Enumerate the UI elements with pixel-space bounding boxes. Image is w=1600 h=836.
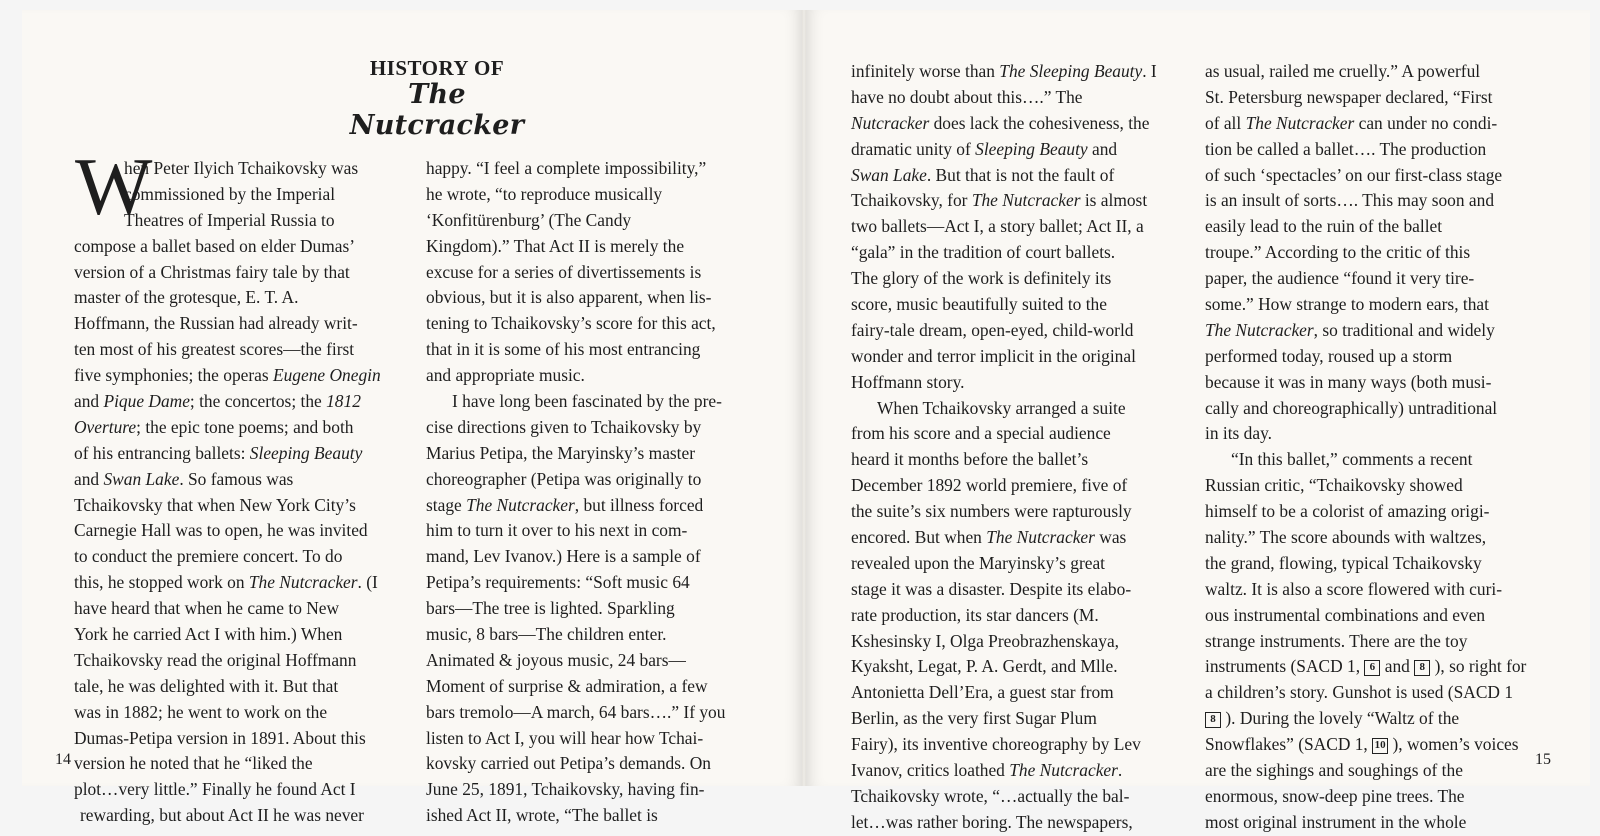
text-line: enormous, snow-deep pine trees. The <box>1205 785 1465 806</box>
text-line: dramatic unity of Sleeping Beauty and <box>851 138 1118 159</box>
text-line: hen Peter Ilyich Tchaikovsky was <box>124 158 359 178</box>
title-line-1: HISTORY OF <box>369 56 505 80</box>
text-line: Swan Lake. But that is not the fault of <box>851 164 1115 185</box>
track-number-badge: 10 <box>1372 738 1388 754</box>
text-line: Marius Petipa, the Maryinsky’s master <box>426 442 696 463</box>
text-line: Hoffmann, the Russian had already writ- <box>74 313 358 334</box>
text-line: fairy-tale dream, open-eyed, child-world <box>851 319 1134 340</box>
text-line: was in 1882; he went to work on the <box>74 701 328 722</box>
text-line: have no doubt about this….” The <box>851 86 1083 107</box>
text-line: some.” How strange to modern ears, that <box>1205 294 1489 315</box>
text-line: Tchaikovsky that when New York City’s <box>74 494 356 515</box>
text-line: tion be called a ballet…. The production <box>1205 138 1487 159</box>
text-line: plot…very little.” Finally he found Act I <box>74 779 356 800</box>
text-line: Snowflakes” (SACD 1, 10 ), women’s voices <box>1205 734 1519 755</box>
text-line: and Pique Dame; the concertos; the 1812 <box>74 391 361 412</box>
text-line: mand, Lev Ivanov.) Here is a sample of <box>426 546 701 567</box>
text-line: and appropriate music. <box>426 365 585 386</box>
text-line: December 1892 world premiere, five of <box>851 475 1128 496</box>
right-column-1 <box>851 59 1157 836</box>
text-line: two ballets—Act I, a story ballet; Act II, a <box>851 216 1144 237</box>
text-line: choreographer (Petipa was originally to <box>426 468 702 489</box>
text-line: rewarding, but about Act II he was never <box>80 805 364 826</box>
text-line: ished Act II, wrote, “The ballet is <box>426 805 658 826</box>
text-line: ‘Konfitürenburg’ (The Candy <box>426 209 632 230</box>
text-line: excuse for a series of divertissements is <box>426 261 702 282</box>
text-line: that in it is some of his most entrancing <box>426 339 701 360</box>
text-line: wonder and terror implicit in the original <box>851 345 1136 366</box>
text-line: is an insult of sorts…. This may soon and <box>1205 190 1495 211</box>
text-line: score, music beautifully suited to the <box>851 294 1107 315</box>
text-line: music, 8 bars—The children enter. <box>426 624 667 645</box>
text-line: because it was in many ways (both musi- <box>1205 371 1492 392</box>
title-line-2: The Nutcracker <box>349 79 525 141</box>
text-line: paper, the audience “found it very tire- <box>1205 268 1475 289</box>
text-line: of his entrancing ballets: Sleeping Beauty <box>74 442 363 463</box>
text-line: revealed upon the Maryinsky’s great <box>851 552 1106 573</box>
page-number-left: 14 <box>55 751 71 768</box>
text-line: ous instrumental combinations and even <box>1205 604 1486 625</box>
text-line: most original instrument in the whole <box>1205 811 1467 832</box>
text-line: Berlin, as the very first Sugar Plum <box>851 708 1097 729</box>
text-line: Moment of surprise & admiration, a few <box>426 675 708 696</box>
track-number-badge: 8 <box>1205 712 1221 728</box>
text-line: easily lead to the ruin of the ballet <box>1205 216 1443 237</box>
text-line: bars tremolo—A march, 64 bars….” If you <box>426 701 726 722</box>
text-line: strange instruments. There are the toy <box>1205 630 1468 651</box>
text-line: this, he stopped work on The Nutcracker. (I <box>74 572 378 593</box>
text-line: commissioned by the Imperial <box>124 183 336 204</box>
text-line: as usual, railed me cruelly.” A powerful <box>1205 61 1481 81</box>
text-line: Animated & joyous music, 24 bars— <box>426 649 686 670</box>
text-line: are the sighings and soughings of the <box>1205 760 1463 781</box>
text-line: a children’s story. Gunshot is used (SACD 1 <box>1205 682 1514 703</box>
text-line: of such ‘spectacles’ on our first-class stage <box>1205 164 1503 185</box>
text-line: the suite’s six numbers were rapturously <box>851 501 1132 522</box>
page-number-right: 15 <box>1535 751 1551 768</box>
text-line: listen to Act I, you will hear how Tchai- <box>426 727 704 748</box>
text-line: St. Petersburg newspaper declared, “First <box>1205 86 1493 107</box>
text-line: nality.” The score abounds with waltzes, <box>1205 527 1487 548</box>
text-line: Nutcracker does lack the cohesiveness, the <box>851 112 1150 133</box>
text-line: him to turn it over to his next in com- <box>426 520 688 541</box>
text-line: kovsky carried out Petipa’s demands. On <box>426 753 711 774</box>
drop-cap: W <box>75 141 153 232</box>
track-number-badge: 6 <box>1364 660 1380 676</box>
text-line: version he noted that he “liked the <box>74 753 313 774</box>
text-line: Fairy), its inventive choreography by Lev <box>851 734 1141 755</box>
text-line: and Swan Lake. So famous was <box>74 468 294 489</box>
text-line: Petipa’s requirements: “Soft music 64 <box>426 572 690 593</box>
text-line: stage The Nutcracker, but illness forced <box>426 494 704 515</box>
text-line: version of a Christmas fairy tale by that <box>74 261 350 282</box>
text-line: Antonietta Dell’Era, a guest star from <box>851 682 1114 703</box>
text-line: Kingdom).” That Act II is merely the <box>426 235 685 256</box>
text-line: encored. But when The Nutcracker was <box>851 527 1127 548</box>
text-line: Ivanov, critics loathed The Nutcracker. <box>851 760 1123 781</box>
article-title <box>317 56 557 141</box>
text-line: five symphonies; the operas Eugene Onegin <box>74 365 381 386</box>
text-line: cise directions given to Tchaikovsky by <box>426 416 702 437</box>
left-column-2 <box>426 156 725 829</box>
text-line: York he carried Act I with him.) When <box>74 624 343 645</box>
text-line: bars—The tree is lighted. Sparkling <box>426 598 675 619</box>
text-line: master of the grotesque, E. T. A. <box>74 287 299 308</box>
text-line: compose a ballet based on elder Dumas’ <box>74 235 356 256</box>
text-line: troupe.” According to the critic of this <box>1205 242 1471 263</box>
text-line: Kshesinsky I, Olga Preobrazhenskaya, <box>851 630 1120 651</box>
left-column-1 <box>74 156 381 829</box>
text-line: happy. “I feel a complete impossibility,” <box>426 158 707 178</box>
text-line: I have long been fascinated by the pre- <box>452 391 722 412</box>
text-line: stage it was a disaster. Despite its elabo- <box>851 578 1132 599</box>
text-line: heard it months before the ballet’s <box>851 449 1089 470</box>
text-line: tale, he was delighted with it. But that <box>74 675 339 696</box>
text-line: of all The Nutcracker can under no condi- <box>1205 112 1498 133</box>
text-line: himself to be a colorist of amazing origi- <box>1205 501 1490 522</box>
text-line: Tchaikovsky wrote, “…actually the bal- <box>851 785 1130 806</box>
text-line: performed today, roused up a storm <box>1205 345 1453 366</box>
text-line: let…was rather boring. The newspapers, <box>851 811 1133 832</box>
right-column-2 <box>1205 59 1526 836</box>
text-line: in its day. <box>1205 423 1272 444</box>
text-line: instruments (SACD 1, 6 and 8 ), so right for <box>1205 656 1527 677</box>
text-line: Theatres of Imperial Russia to <box>124 209 335 230</box>
text-line: Tchaikovsky read the original Hoffmann <box>74 649 357 670</box>
text-line: The glory of the work is definitely its <box>851 268 1112 289</box>
text-line: Hoffmann story. <box>851 371 965 392</box>
text-line: “In this ballet,” comments a recent <box>1231 449 1473 470</box>
text-line: from his score and a special audience <box>851 423 1111 444</box>
text-line: rate production, its star dancers (M. <box>851 604 1099 625</box>
text-line: When Tchaikovsky arranged a suite <box>877 397 1126 418</box>
text-line: cally and choreographically) untraditional <box>1205 397 1498 418</box>
text-line: to conduct the premiere concert. To do <box>74 546 343 567</box>
right-page <box>806 10 1590 832</box>
text-line: Tchaikovsky, for The Nutcracker is almost <box>851 190 1148 211</box>
text-line: ten most of his greatest scores—the first <box>74 339 355 360</box>
text-line: 8 ). During the lovely “Waltz of the <box>1205 706 1526 732</box>
text-line: The Nutcracker, so traditional and widely <box>1205 319 1495 340</box>
text-line: Russian critic, “Tchaikovsky showed <box>1205 475 1463 496</box>
left-page <box>22 10 802 826</box>
text-line: obvious, but it is also apparent, when lis- <box>426 287 712 308</box>
track-number-badge: 8 <box>1414 660 1430 676</box>
text-line: “gala” in the tradition of court ballets. <box>851 242 1116 263</box>
text-line: have heard that when he came to New <box>74 598 340 619</box>
text-line: infinitely worse than The Sleeping Beauty. I <box>851 61 1157 81</box>
text-line: he wrote, “to reproduce musically <box>426 183 663 204</box>
text-line: tening to Tchaikovsky’s score for this act, <box>426 313 716 334</box>
text-line: June 25, 1891, Tchaikovsky, having fin- <box>426 779 705 800</box>
text-line: Carnegie Hall was to open, he was invited <box>74 520 368 541</box>
text-line: Overture; the epic tone poems; and both <box>74 416 354 437</box>
text-line: Kyaksht, Legat, P. A. Gerdt, and Mlle. <box>851 656 1118 677</box>
text-line: the grand, flowing, typical Tchaikovsky <box>1205 552 1482 573</box>
text-line: Dumas-Petipa version in 1891. About this <box>74 727 366 748</box>
text-line: waltz. It is also a score flowered with curi- <box>1205 578 1502 599</box>
